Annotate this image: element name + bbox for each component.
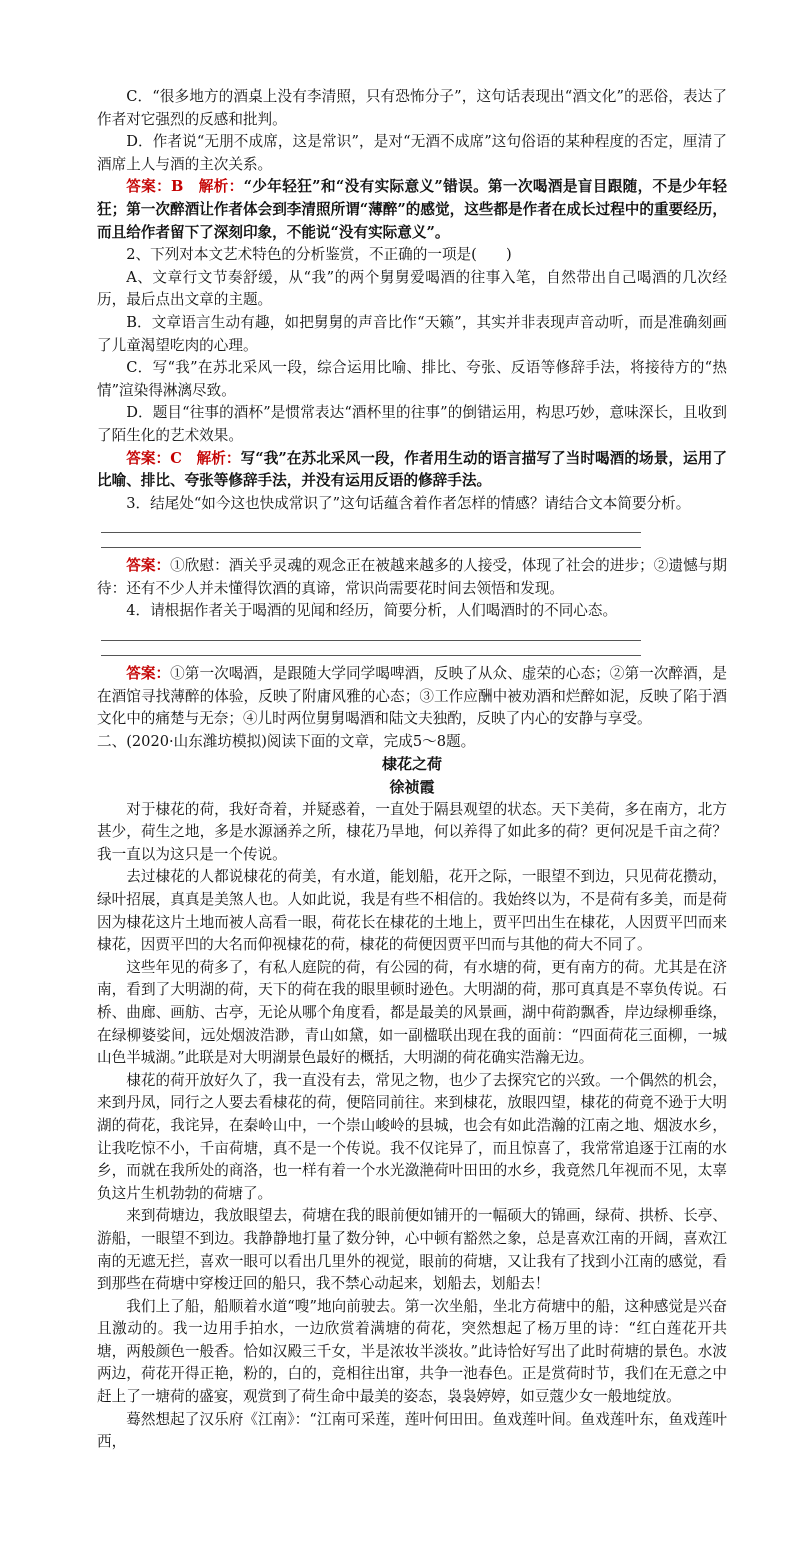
section-heading: 二、(2020·山东潍坊模拟)阅读下面的文章，完成5～8题。 (97, 732, 476, 750)
answer-line (101, 533, 641, 548)
q2-answer-label: 答案：C 解析： (126, 449, 241, 467)
q1-answer-label: 答案：B 解析： (126, 178, 244, 196)
article-paragraph: 我们上了船，船顺着水道“嗖”地向前驶去。第一次坐船，坐北方荷塘中的船，这种感觉是兴奋且激动的。我一边用手拍水，一边欣赏着满塘的荷花，突然想起了杨万里的诗：“红白莲花开共塘，两般颜色一般香。恰如汉殿三千女，半是浓妆半淡妆。”此诗恰好写出了此时荷塘的景色。水波两边，荷花开得正艳，粉的，白的，竞相往出窜，共争一池春色。正是赏荷时节，我们在无意之中赶上了一塘荷的盛宴，观赏到了荷生命中最美的姿态，袅袅婷婷，如豆蔻少女一般地绽放。 (97, 1297, 727, 1406)
q2-option-b: B．文章语言生动有趣，如把舅舅的声音比作“天籁”，其实并非表现声音动听，而是准确刻画了儿童渴望吃肉的心理。 (97, 313, 727, 354)
article-paragraph: 蓦然想起了汉乐府《江南》：“江南可采莲，莲叶何田田。鱼戏莲叶间。鱼戏莲叶东，鱼戏莲叶西， (97, 1410, 727, 1451)
article-paragraph: 这些年见的荷多了，有私人庭院的荷，有公园的荷，有水塘的荷，更有南方的荷。尤其是在济南，看到了大明湖的荷，天下的荷在我的眼里顿时逊色。大明湖的荷，那可真真是不辜负传说。石桥、曲廊、画舫、古亭，无论从哪个角度看，都是最美的风景画，湖中荷韵飘香，岸边绿柳垂绦，在绿柳婆娑间，远处烟波浩渺，青山如黛，如一副楹联出现在我的面前：“四面荷花三面柳，一城山色半城湖。”此联是对大明湖景色最好的概括，大明湖的荷花确实浩瀚无边。 (97, 958, 727, 1067)
q1-option-c: C．“很多地方的酒桌上没有李清照，只有恐怖分子”，这句话表现出“酒文化”的恶俗，表达了作者对它强烈的反感和批判。 (97, 88, 727, 128)
q4-stem: 4．请根据作者关于喝酒的见闻和经历，简要分析，人们喝酒时的不同心态。 (126, 602, 618, 620)
q1-answer (97, 176, 727, 244)
article-paragraph: 去过棣花的人都说棣花的荷美，有水道，能划船，花开之际，一眼望不到边，只见荷花攒动，绿叶招展，真真是美煞人也。人如此说，我是有些不相信的。我始终以为，不是荷有多美，而是荷因为棣花这片土地而被人高看一眼，荷花长在棣花的土地上，贾平凹出生在棣花，人因贾平凹而来棣花，因贾平凹的大名而仰视棣花的荷，棣花的荷便因贾平凹而与其他的荷大不同了。 (97, 868, 727, 954)
q3-answer (97, 555, 727, 600)
article-author: 徐祯霞 (389, 778, 435, 797)
q2-answer-text: 写“我”在苏北采风一段，作者用生动的语言描写了当时喝酒的场景，运用了比喻、排比、夸张等修辞手法，并没有运用反语的修辞手法。 (97, 449, 727, 490)
answer-line (101, 515, 641, 533)
q2-option-d: D．题目“往事的酒杯”是惯常表达“酒杯里的往事”的倒错运用，构思巧妙，意味深长，且收到了陌生化的艺术效果。 (97, 404, 727, 444)
article-paragraph: 棣花的荷开放好久了，我一直没有去，常见之物，也少了去探究它的兴致。一个偶然的机会，来到丹凤，同行之人要去看棣花的荷，便陪同前往。来到棣花，放眼四望，棣花的荷竟不逊于大明湖的荷花，我诧异，在秦岭山中，一个崇山峻岭的县城，也会有如此浩瀚的江南之地、烟波水乡，让我吃惊不小，千亩荷塘，真不是一个传说。我不仅诧异了，而且惊喜了，我常常追逐于江南的水乡，而就在我所处的商洛，也一样有着一个水光潋滟荷叶田田的水乡，我竟然几年视而不见，太辜负这片生机勃勃的荷塘了。 (97, 1071, 727, 1202)
q3-stem: 3．结尾处“如今这也快成常识了”这句话蕴含着作者怎样的情感？请结合文本简要分析。 (126, 494, 691, 512)
q1-option-d: D．作者说“无朋不成席，这是常识”，是对“无酒不成席”这句俗语的某种程度的否定，厘清了酒席上人与酒的主次关系。 (97, 133, 727, 173)
q2-stem: 2、下列对本文艺术特色的分析鉴赏，不正确的一项是( ) (126, 246, 512, 264)
q2-option-a: A、文章行文节奏舒缓，从“我”的两个舅舅爱喝酒的往事入笔，自然带出自己喝酒的几次经历，最后点出文章的主题。 (97, 268, 727, 309)
article-paragraph: 来到荷塘边，我放眼望去，荷塘在我的眼前便如铺开的一幅硕大的锦画，绿荷、拱桥、长亭、游船，一眼望不到边。我静静地打量了数分钟，心中顿有豁然之象，总是喜欢江南的开阔，喜欢江南的无遮无拦，喜欢一眼可以看出几里外的视觉，眼前的荷塘，又让我有了找到小江南的感觉，看到那些在荷塘中穿梭迂回的船只，我不禁心动起来，划船去，划船去！ (97, 1207, 727, 1293)
q2-answer (97, 448, 727, 493)
q3-answer-text: ①欣慰：酒关乎灵魂的观念正在被越来越多的人接受，体现了社会的进步；②遗憾与期待：还有不少人并未懂得饮酒的真谛，常识尚需要花时间去领悟和发现。 (97, 557, 727, 597)
article-paragraph: 对于棣花的荷，我好奇着，并疑惑着，一直处于隔县观望的状态。天下美荷，多在南方，北方甚少，荷生之地，多是水源涵养之所，棣花乃旱地，何以养得了如此多的荷？更何况是千亩之荷？我一直以为这只是一个传说。 (97, 800, 727, 863)
answer-line (101, 641, 641, 656)
q4-answer-text: ①第一次喝酒，是跟随大学同学喝啤酒，反映了从众、虚荣的心态；②第一次醉酒，是在酒馆寻找薄醉的体验，反映了附庸风雅的心态；③工作应酬中被劝酒和烂醉如泥，反映了陷于酒文化中的痛楚与无奈；④儿时两位舅舅喝酒和陆文夫独酌，反映了内心的安静与享受。 (97, 665, 727, 728)
q4-answer-label: 答案： (126, 665, 171, 683)
q2-option-c: C．写“我”在苏北采风一段，综合运用比喻、排比、夸张、反语等修辞手法，将接待方的“热情”渲染得淋漓尽致。 (97, 359, 727, 399)
q4-answer (97, 663, 727, 731)
q3-answer-label: 答案： (126, 557, 171, 575)
answer-line (101, 623, 641, 641)
document-body (97, 86, 727, 1454)
article-title: 棣花之荷 (381, 755, 442, 774)
q1-answer-text: “少年轻狂”和“没有实际意义”错误。第一次喝酒是盲目跟随，不是少年轻狂；第一次醉酒让作者体会到李清照所谓“薄醉”的感觉，这些都是作者在成长过程中的重要经历，而且给作者留下了深刻印象，不能说“没有实际意义”。 (97, 178, 727, 241)
